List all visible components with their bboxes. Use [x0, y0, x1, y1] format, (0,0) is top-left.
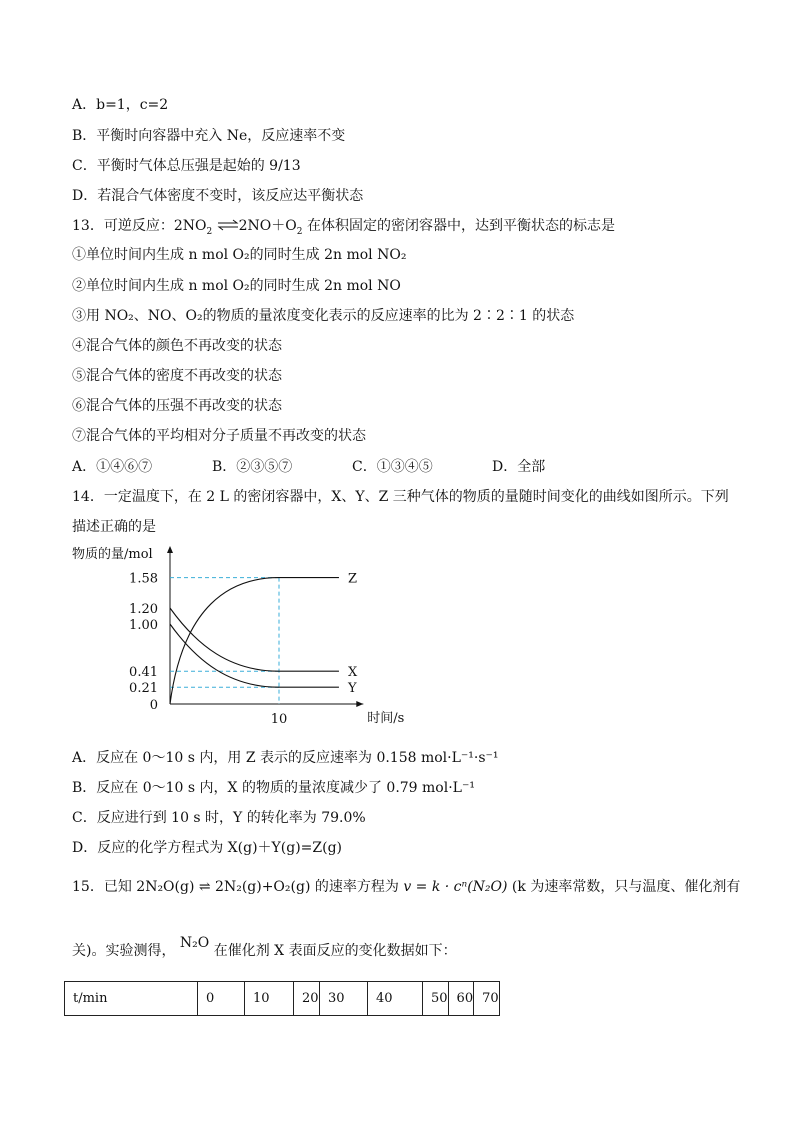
- table-cell: 0: [198, 982, 245, 1016]
- q13-item-4: ④混合气体的颜色不再改变的状态: [72, 338, 282, 354]
- q13-option-c: C．①③④⑤: [352, 459, 433, 475]
- q13-options: [72, 456, 712, 474]
- series-label-x: X: [347, 665, 358, 681]
- table-cell: 50: [423, 982, 449, 1016]
- q15-species: N₂O: [179, 935, 210, 951]
- series-line-x: [170, 608, 339, 671]
- x-axis-label: 时间/s: [367, 711, 405, 726]
- table-cell: 60: [448, 982, 474, 1016]
- table-cell: 20: [294, 982, 320, 1016]
- table-cell: 10: [245, 982, 294, 1016]
- q13-item-7: ⑦混合气体的平均相对分子质量不再改变的状态: [72, 428, 366, 444]
- table-cell: 40: [368, 982, 423, 1016]
- q13-item-2: ②单位时间内生成 n mol O₂的同时生成 2n mol NO: [72, 278, 401, 294]
- y-tick-label: 0.41: [129, 665, 158, 681]
- q13-item-5: ⑤混合气体的密度不再改变的状态: [72, 368, 282, 384]
- q14-option-c: C．反应进行到 10 s 时，Y 的转化率为 79.0%: [72, 810, 366, 826]
- q14-option-d: D．反应的化学方程式为 X(g)＋Y(g)=Z(g): [72, 840, 342, 856]
- q13-option-a: A．①④⑥⑦: [72, 459, 153, 475]
- q12-option-d: D．若混合气体密度不变时，该反应达平衡状态: [72, 188, 364, 204]
- q12-option-a: A．b=1，c=2: [72, 97, 169, 113]
- y-tick-label: 0: [149, 698, 158, 713]
- q15-line1: 15．已知 2N₂O(g) ⇌ 2N₂(g)+O₂(g) 的速率方程为 v = k · cⁿ(N₂O) (k 为速率常数，只与温度、催化剂有: [72, 879, 741, 895]
- q15-line2: 关)。实验测得， N₂O 在催化剂 X 表面反应的变化数据如下：: [72, 935, 457, 959]
- table-cell: t/min: [65, 982, 198, 1016]
- y-tick-label: 1.20: [129, 602, 158, 617]
- y-axis-label: 物质的量/mol: [72, 547, 153, 562]
- q14-stem-line1: 14．一定温度下，在 2 L 的密闭容器中，X、Y、Z 三种气体的物质的量随时间变化的曲线如图所示。下列: [72, 489, 729, 505]
- x-axis-arrow-icon: [356, 701, 363, 707]
- reversible-arrow-icon: [217, 217, 239, 235]
- q15-equation: 2N₂O(g) ⇌ 2N₂(g)+O₂(g): [136, 879, 311, 895]
- q13-item-3: ③用 NO₂、NO、O₂的物质的量浓度变化表示的反应速率的比为 2∶2∶1 的状态: [72, 308, 575, 324]
- q14-option-b: B．反应在 0～10 s 内，X 的物质的量浓度减少了 0.79 mol·L⁻¹: [72, 780, 475, 796]
- y-tick-label: 0.21: [129, 681, 158, 697]
- amount-vs-time-chart: [64, 540, 405, 730]
- n2o-data-table: [64, 981, 500, 1016]
- y-tick-label: 1.00: [129, 618, 158, 633]
- series-label-z: Z: [347, 571, 357, 587]
- q13-stem: 13．可逆反应：$2NO_2$ $2NO+O_2$ 在体积固定的密闭容器中，达到平衡状态的标志是: [72, 218, 615, 237]
- q12-option-b: B．平衡时向容器中充入 Ne，反应速率不变: [72, 128, 346, 144]
- y-tick-label: 1.58: [129, 571, 158, 587]
- y-axis-arrow-icon: [167, 546, 173, 553]
- q12-option-c: C．平衡时气体总压强是起始的 9/13: [72, 158, 301, 174]
- q13-item-6: ⑥混合气体的压强不再改变的状态: [72, 398, 282, 414]
- q14-option-a: A．反应在 0～10 s 内，用 Z 表示的反应速率为 0.158 mol·L⁻¹·s⁻¹: [72, 750, 499, 766]
- q13-option-d: D．全部: [492, 459, 546, 475]
- table-cell: 30: [320, 982, 368, 1016]
- q13-item-1: ①单位时间内生成 n mol O₂的同时生成 2n mol NO₂: [72, 247, 407, 263]
- table-cell: 70: [474, 982, 500, 1016]
- x-tick-label: 10: [270, 712, 288, 727]
- q13-option-b: B．②③⑤⑦: [212, 459, 293, 475]
- q15-rate-equation: v = k · cⁿ(N₂O): [403, 879, 508, 895]
- q14-stem-line2: 描述正确的是: [72, 519, 156, 535]
- table-row: [65, 982, 500, 1016]
- series-line-y: [170, 624, 339, 687]
- series-label-y: Y: [347, 681, 357, 697]
